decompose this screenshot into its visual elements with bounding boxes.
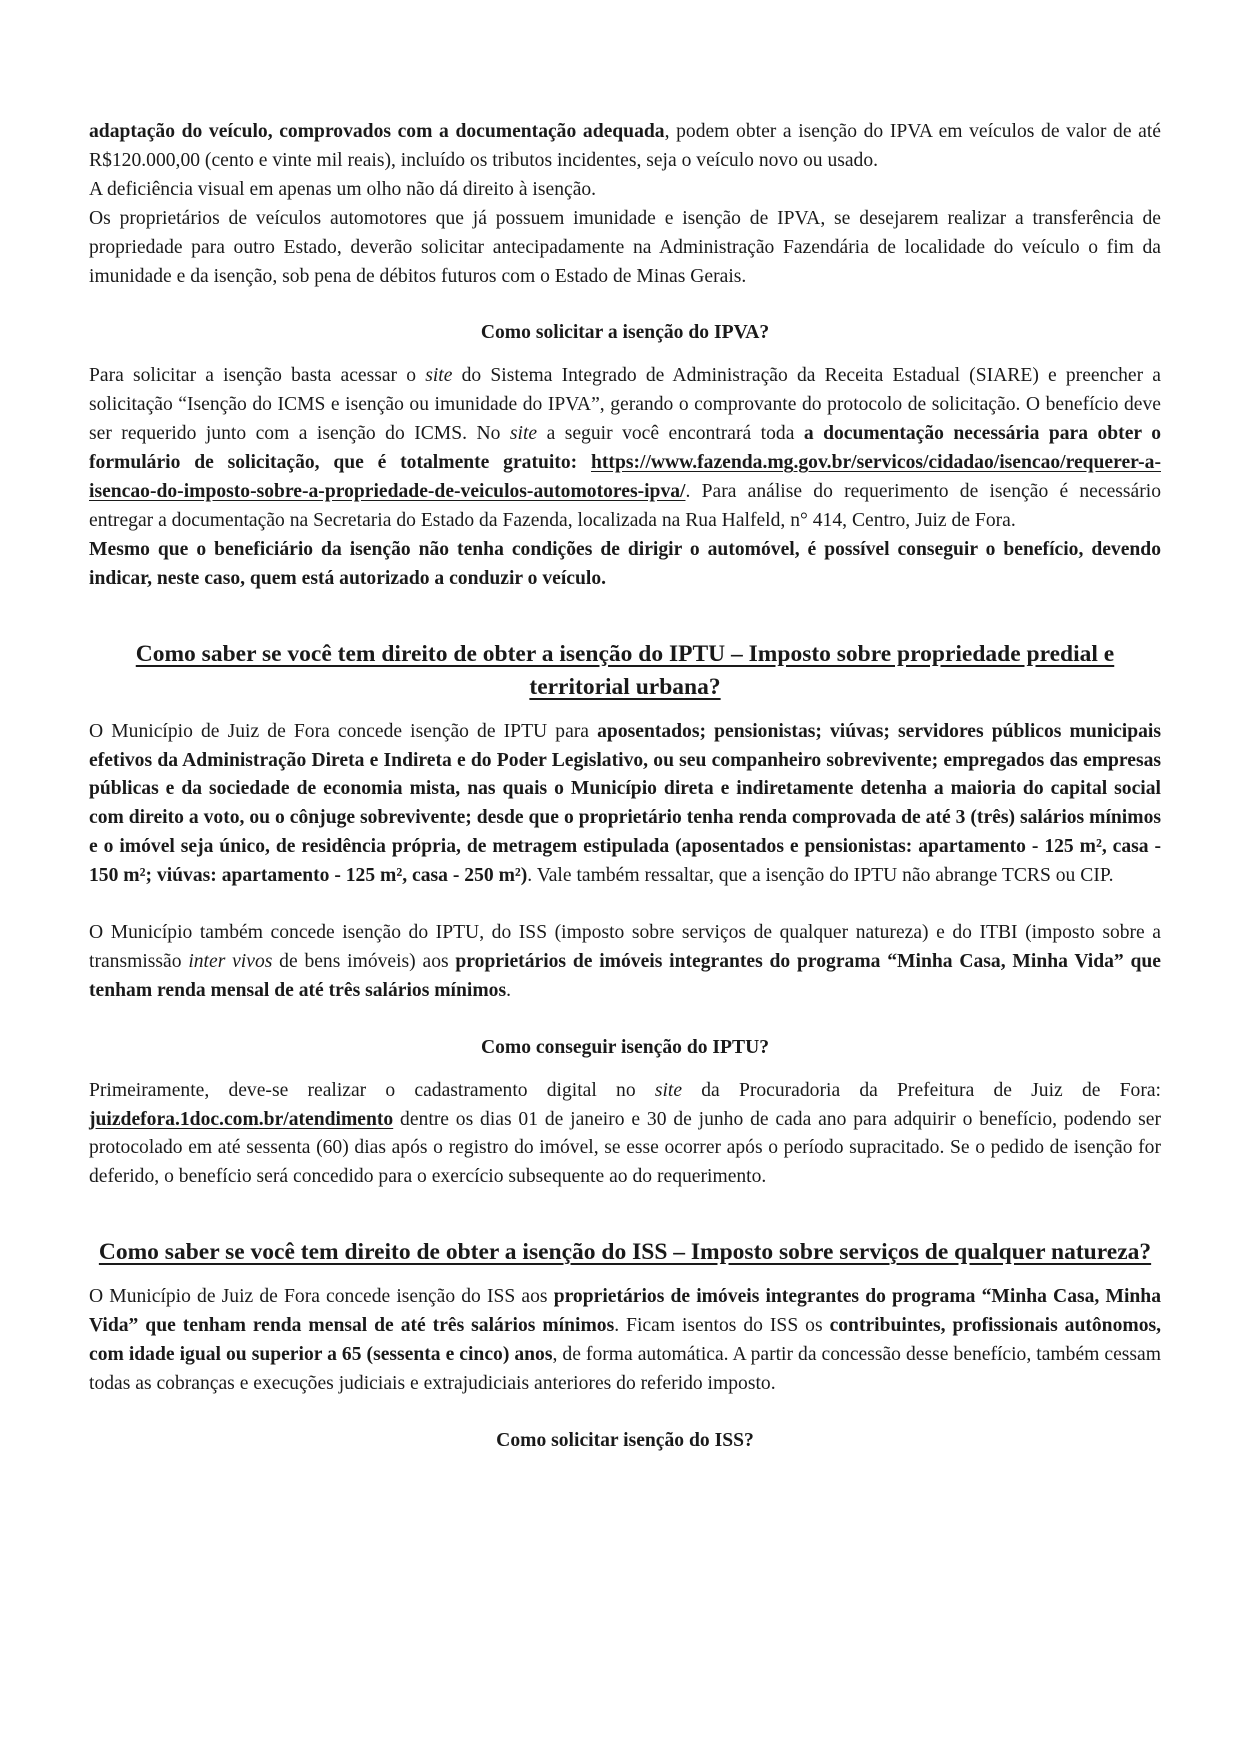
ipva-driver-note: Mesmo que o beneficiário da isenção não tenha condições de dirigir o automóvel, é possível conseguir o benefício, devendo indicar, neste caso, quem está autorizado a conduzir o veículo. bbox=[89, 538, 1161, 589]
text-segment: da Procuradoria da Prefeitura de Juiz de Fora: bbox=[682, 1079, 1161, 1101]
iptu-eligibility-paragraph bbox=[89, 718, 1161, 891]
text-segment: a seguir você encontrará toda bbox=[537, 423, 804, 445]
text-segment: O Município de Juiz de Fora concede isenção de IPTU para bbox=[89, 720, 598, 742]
text-segment: . bbox=[506, 979, 511, 1001]
text-segment: aposentados; pensionistas; viúvas; servidores públicos municipais efetivos da Administração Direta e Indireta e do Poder Legislativo, ou seu companheiro sobrevivente; empregados das empresas públicas e da sociedade de economia mista, nas quais o Município direta e indiretamente detenha a maioria do capital social com direito a voto, ou o cônjuge sobrevivente; desde que o proprietário tenha renda comprovada de até 3 (três) salários mínimos e o imóvel seja único, de residência própria, de metragem estipulada (aposentados e pensionistas: apartamento - 125 m², casa - 150 m²; viúvas: apartamento - 125 m², casa - 250 m²) bbox=[89, 720, 1161, 887]
text-segment: contribuintes, profissionais autônomos, com idade igual ou superior a 65 (sessenta e cinco) anos bbox=[89, 1315, 1162, 1366]
text-segment: do Sistema Integrado de Administração da Receita Estadual (SIARE) e preencher a solicitação “Isenção do ICMS e isenção ou imunidade do IPVA”, gerando o comprovante do protocolo de solicitação. O benefício deve ser requerido junto com a isenção do ICMS. No bbox=[89, 365, 1161, 445]
visual-deficiency-note: A deficiência visual em apenas um olho não dá direito à isenção. bbox=[89, 178, 597, 200]
iptu-section-heading: Como saber se você tem direito de obter a isenção do IPTU – Imposto sobre propriedade predial e territorial urbana? bbox=[135, 640, 1115, 700]
text-segment: , podem obter a isenção do IPVA em veículos de valor de até R$120.000,00 (cento e vinte mil reais), incluído os tributos incidentes, seja o veículo novo ou usado. bbox=[89, 121, 1161, 171]
document-page bbox=[89, 118, 1161, 1456]
text-segment: de bens imóveis) aos bbox=[272, 950, 456, 972]
link[interactable]: juizdefora.1doc.com.br/atendimento bbox=[89, 1108, 394, 1130]
text-segment: , de forma automática. A partir da concessão desse benefício, também cessam todas as cobranças e execuções judiciais e extrajudiciais anteriores do referido imposto. bbox=[89, 1344, 1161, 1394]
text-segment: inter vivos bbox=[188, 950, 273, 972]
text-segment: . Vale também ressaltar, que a isenção do IPTU não abrange TCRS ou CIP. bbox=[527, 865, 1114, 887]
text-segment: a documentação necessária para obter o formulário de solicitação, que é totalmente gratuito: bbox=[89, 423, 1161, 474]
text-segment: site bbox=[654, 1079, 683, 1101]
link[interactable]: https://www.fazenda.mg.gov.br/servicos/cidadao/isencao/requerer-a-isencao-do-imposto-sobre-a-propriedade-de-veiculos-automotores-ipva/ bbox=[89, 452, 1161, 502]
text-segment: O Município de Juiz de Fora concede isenção do ISS aos bbox=[89, 1286, 554, 1308]
text-segment: adaptação do veículo, comprovados com a documentação adequada bbox=[89, 121, 665, 142]
text-segment: dentre os dias 01 de janeiro e 30 de junho de cada ano para adquirir o benefício, podendo ser protocolado em até sessenta (60) dias após o registro do imóvel, se esse ocorrer após o período supracitado. Se o pedido de isenção for deferido, o benefício será concedido para o exercício subsequente ao do requerimento. bbox=[89, 1108, 1161, 1188]
iptu-request-paragraph bbox=[89, 1077, 1161, 1193]
ipva-eligibility-paragraph bbox=[89, 118, 1161, 176]
iss-eligibility-paragraph bbox=[89, 1283, 1161, 1399]
text-segment: . Ficam isentos do ISS os bbox=[614, 1315, 830, 1337]
iss-request-heading: Como solicitar isenção do ISS? bbox=[496, 1429, 754, 1451]
iss-section-heading: Como saber se você tem direito de obter a isenção do ISS – Imposto sobre serviços de qualquer natureza? bbox=[98, 1239, 1152, 1266]
ipva-transfer-paragraph: Os proprietários de veículos automotores que já possuem imunidade e isenção de IPVA, se desejarem realizar a transferência de propriedade para outro Estado, deverão solicitar antecipadamente na Administração Fazendária de localidade do veículo o fim da imunidade e da isenção, sob pena de débitos futuros com o Estado de Minas Gerais. bbox=[89, 207, 1161, 287]
text-segment: site bbox=[509, 423, 538, 445]
ipva-request-paragraph bbox=[89, 362, 1161, 535]
text-segment: proprietários de imóveis integrantes do programa “Minha Casa, Minha Vida” que tenham renda mensal de até três salários mínimos bbox=[89, 1286, 1161, 1337]
iptu-request-heading: Como conseguir isenção do IPTU? bbox=[480, 1036, 770, 1058]
text-segment: site bbox=[425, 365, 453, 387]
text-segment: O Município também concede isenção do IPTU, do ISS (imposto sobre serviços de qualquer natureza) e do ITBI (imposto sobre a transmissão bbox=[89, 922, 1161, 972]
text-segment: proprietários de imóveis integrantes do programa “Minha Casa, Minha Vida” que tenham renda mensal de até três salários mínimos bbox=[89, 950, 1161, 1001]
iptu-mcmv-paragraph bbox=[89, 919, 1161, 1006]
text-segment: . Para análise do requerimento de isenção é necessário entregar a documentação na Secretaria do Estado da Fazenda, localizada na Rua Halfeld, n° 414, Centro, Juiz de Fora. bbox=[89, 480, 1161, 531]
text-segment: Para solicitar a isenção basta acessar o bbox=[89, 365, 426, 387]
ipva-request-heading: Como solicitar a isenção do IPVA? bbox=[480, 322, 770, 344]
text-segment: Primeiramente, deve-se realizar o cadastramento digital no bbox=[89, 1079, 655, 1101]
